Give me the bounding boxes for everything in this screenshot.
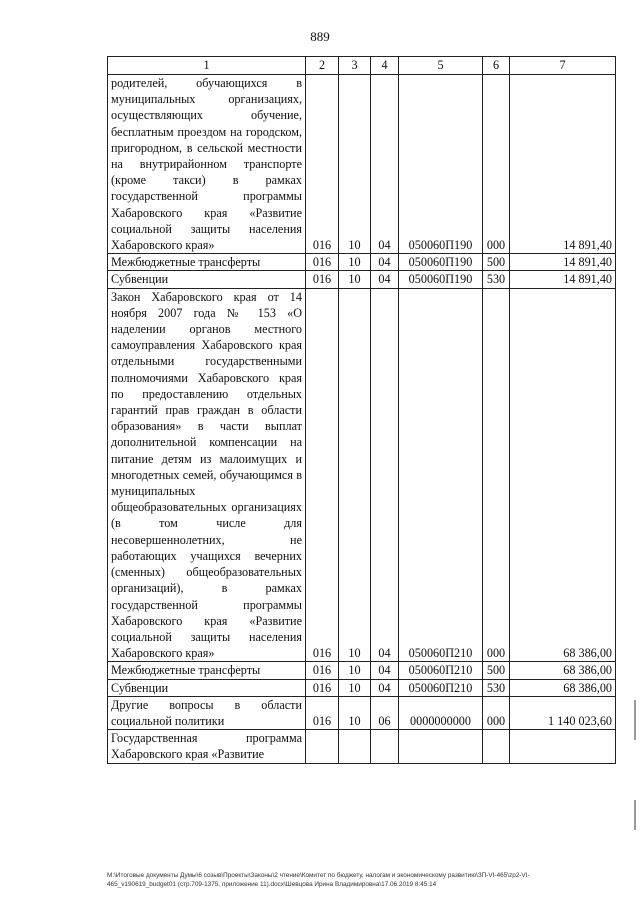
row-amount: 14 891,40 (510, 271, 616, 288)
table-row (108, 662, 616, 679)
row-amount (510, 730, 616, 763)
table-row (108, 288, 616, 662)
footer-path-line-1: М:\Итоговые документы Думы\6 созыв\Проекты\Законы\2 чтение\Комитет по бюджету, налогам и экономическому развитию\ЗП-VI-465\zp2-VI- (107, 872, 530, 879)
row-target-code: 050060П210 (399, 288, 483, 662)
row-section-code: 10 (339, 696, 371, 729)
row-section-code: 10 (339, 288, 371, 662)
row-section-code: 10 (339, 75, 371, 254)
row-amount: 1 140 023,60 (510, 696, 616, 729)
row-expense-type: 530 (483, 271, 510, 288)
header-col-6: 6 (483, 57, 510, 75)
row-description: Субвенции (108, 271, 306, 288)
row-ministry-code: 016 (306, 679, 339, 696)
document-footer (107, 871, 619, 889)
row-subsection-code: 04 (371, 662, 399, 679)
row-expense-type: 530 (483, 679, 510, 696)
row-ministry-code: 016 (306, 254, 339, 271)
row-amount: 68 386,00 (510, 288, 616, 662)
budget-table (107, 56, 616, 764)
row-description: Закон Хабаровского края от 14 ноября 2007 года № 153 «О наделении органов местного самоуправления Хабаровского края отдельными государственными полномочиями Хабаровского края по предоставлению отдельных гарантий прав граждан в области образования» в части выплат дополнительной компенсации на питание детям из малоимущих и многодетных семей, обучающимся в муниципальных общеобразовательных организациях (в том числе для несовершеннолетних, не работающих учащихся вечерних (сменных) общеобразовательных организаций), в рамках государственной программы Хабаровского края «Развитие социальной защиты населения Хабаровского края» (108, 288, 306, 662)
row-ministry-code: 016 (306, 75, 339, 254)
row-target-code: 050060П210 (399, 679, 483, 696)
row-expense-type: 000 (483, 696, 510, 729)
row-amount: 68 386,00 (510, 679, 616, 696)
row-subsection-code: 04 (371, 271, 399, 288)
row-ministry-code: 016 (306, 288, 339, 662)
row-description: Субвенции (108, 679, 306, 696)
row-expense-type: 500 (483, 254, 510, 271)
row-section-code: 10 (339, 662, 371, 679)
row-description: Межбюджетные трансферты (108, 254, 306, 271)
page-number: 889 (310, 29, 330, 44)
row-description: Межбюджетные трансферты (108, 662, 306, 679)
row-subsection-code (371, 730, 399, 763)
table-row (108, 254, 616, 271)
row-target-code: 050060П210 (399, 662, 483, 679)
row-target-code (399, 730, 483, 763)
row-subsection-code: 04 (371, 254, 399, 271)
header-col-4: 4 (371, 57, 399, 75)
row-ministry-code: 016 (306, 662, 339, 679)
row-amount: 14 891,40 (510, 254, 616, 271)
header-col-2: 2 (306, 57, 339, 75)
header-col-7: 7 (510, 57, 616, 75)
row-subsection-code: 06 (371, 696, 399, 729)
header-col-5: 5 (399, 57, 483, 75)
table-header-row (108, 57, 616, 75)
row-expense-type (483, 730, 510, 763)
row-ministry-code: 016 (306, 271, 339, 288)
row-ministry-code: 016 (306, 696, 339, 729)
row-expense-type: 500 (483, 662, 510, 679)
row-section-code (339, 730, 371, 763)
row-target-code: 050060П190 (399, 254, 483, 271)
row-section-code: 10 (339, 271, 371, 288)
table-row (108, 679, 616, 696)
table-row (108, 271, 616, 288)
row-subsection-code: 04 (371, 288, 399, 662)
row-target-code: 0000000000 (399, 696, 483, 729)
table-row (108, 75, 616, 254)
row-description: Другие вопросы в области социальной политики (108, 696, 306, 729)
table-row (108, 696, 616, 729)
row-target-code: 050060П190 (399, 75, 483, 254)
row-section-code: 10 (339, 679, 371, 696)
header-col-1: 1 (108, 57, 306, 75)
row-target-code: 050060П190 (399, 271, 483, 288)
row-section-code: 10 (339, 254, 371, 271)
row-subsection-code: 04 (371, 75, 399, 254)
header-col-3: 3 (339, 57, 371, 75)
row-amount: 14 891,40 (510, 75, 616, 254)
row-expense-type: 000 (483, 75, 510, 254)
row-subsection-code: 04 (371, 679, 399, 696)
row-description: родителей, обучающихся в муниципальных организациях, осуществляющих обучение, бесплатным проездом на городском, пригородном, в сельской местности на внутрирайонном транспорте (кроме такси) в рамках государственной программы Хабаровского края «Развитие социальной защиты населения Хабаровского края» (108, 75, 306, 254)
footer-path-line-2: 465_v190619_budget01 (стр.709-1375, приложение 11).docx\Шевцова Ирина Владимировна\17.06.2019 8:45:14 (107, 881, 437, 888)
row-amount: 68 386,00 (510, 662, 616, 679)
scan-edge-mark (634, 800, 636, 830)
row-description: Государственная программа Хабаровского края «Развитие (108, 730, 306, 763)
row-ministry-code (306, 730, 339, 763)
scan-edge-mark (634, 700, 636, 740)
table-row (108, 730, 616, 763)
row-expense-type: 000 (483, 288, 510, 662)
